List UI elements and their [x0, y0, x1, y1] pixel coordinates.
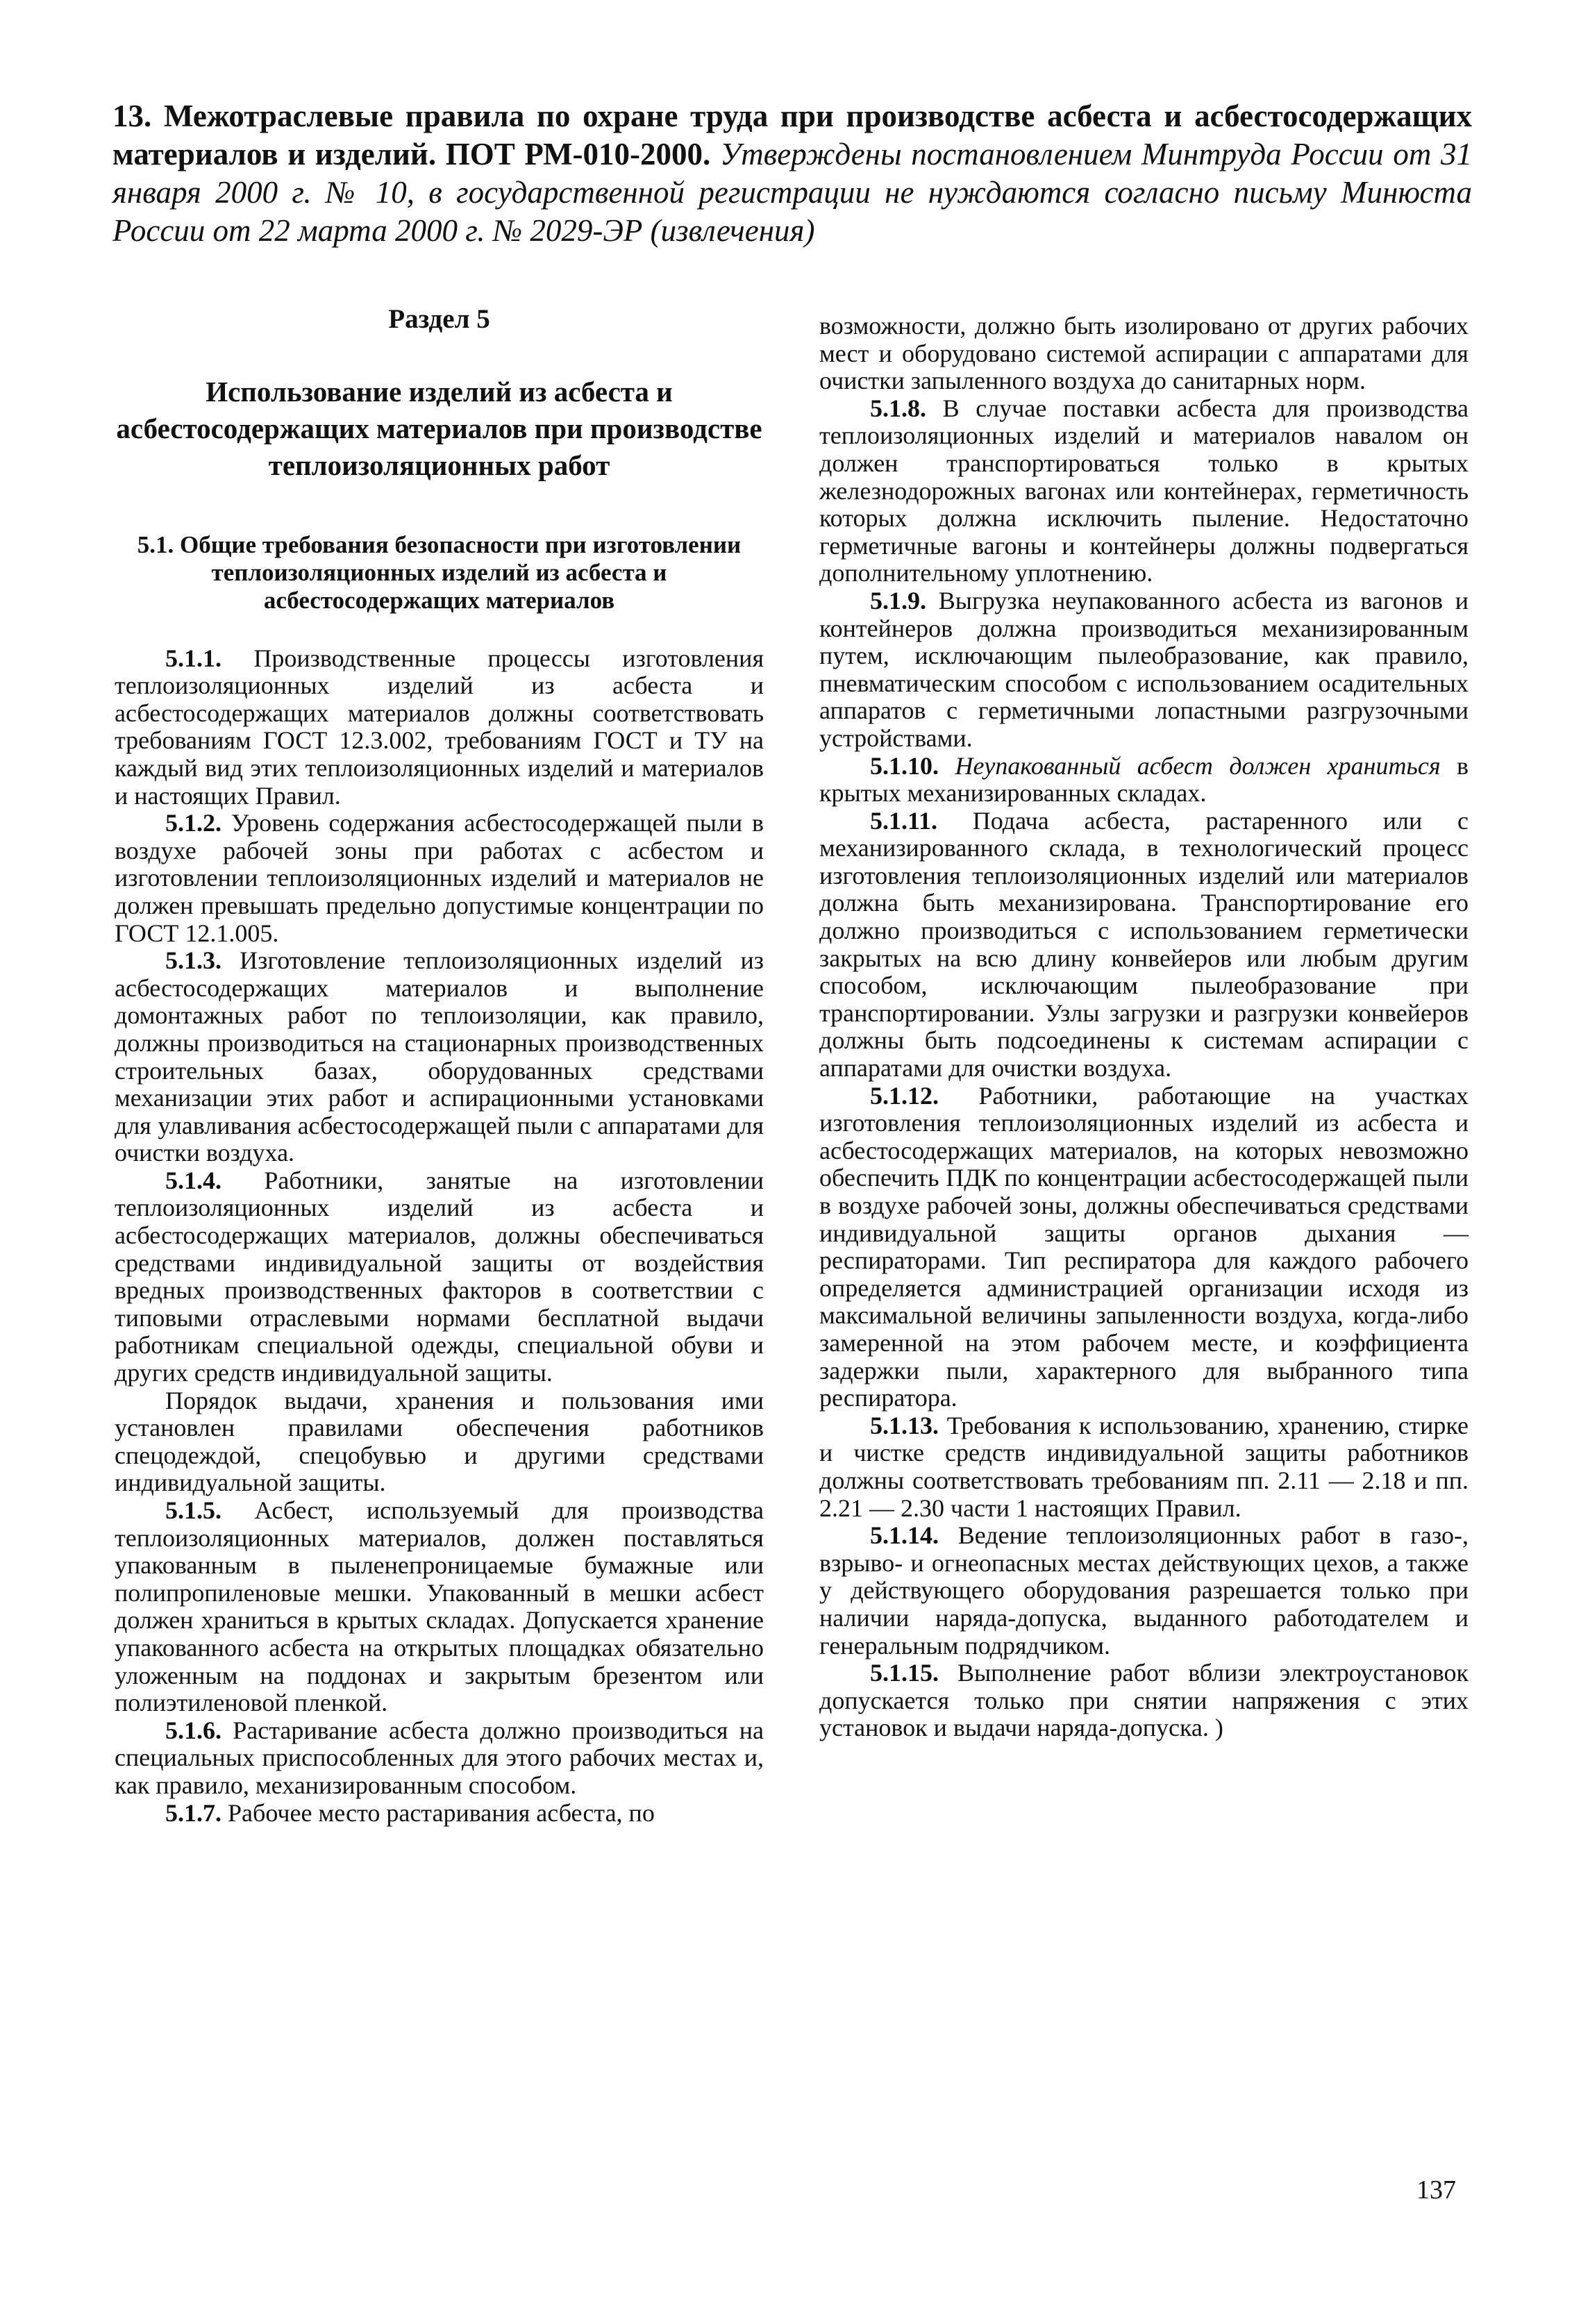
paragraph-5-1-6 — [115, 1717, 764, 1800]
paragraph-number: 5.1.15. — [870, 1659, 939, 1687]
paragraph-5-1-7 — [115, 1800, 764, 1828]
paragraph-number: 5.1.13. — [870, 1411, 939, 1439]
left-column — [115, 306, 764, 1827]
paragraph-text: Растаривание асбеста должно производиться на специальных приспособленных для этого рабочих местах и, как правило, механизированным способом. — [115, 1716, 764, 1799]
paragraph-5-1-4-note: Порядок выдачи, хранения и пользования ими установлен правилами обеспечения работников спецодеждой, спецобувью и другими средствами индивидуальной защиты. — [115, 1386, 764, 1497]
paragraph-5-1-1 — [115, 645, 764, 810]
paragraph-number: 5.1.1. — [165, 644, 221, 672]
paragraph-text-italic: Неупакованный асбест должен храниться — [939, 751, 1441, 780]
paragraph-text: Выгрузка неупакованного асбеста из вагонов и контейнеров должна производиться механизированным путем, исключающим пылеобразование, как правило, пневматическим способом с использованием осадительных аппаратов с герметичными лопастными разгрузочными устройствами. — [819, 586, 1469, 752]
paragraph-number: 5.1.12. — [870, 1081, 939, 1110]
paragraph-number: 5.1.14. — [870, 1521, 939, 1550]
paragraph-5-1-5 — [115, 1497, 764, 1717]
paragraph-5-1-12 — [819, 1082, 1469, 1412]
right-column — [819, 312, 1469, 1742]
paragraph-5-1-3 — [115, 947, 764, 1167]
paragraph-text: Подача асбеста, растаренного или с механизированного склада, в технологический процесс изготовления теплоизоляционных изделий или материалов должна быть механизирована. Транспортирование его должно производиться с использованием герметически закрытых на всю длину конвейеров или любым другим способом, исключающим пылеобразование при транспортировании. Узлы загрузки и разгрузки конвейеров должны быть подсоединены к системам аспирации с аппаратами для очистки воздуха. — [819, 806, 1469, 1082]
paragraph-text: Уровень содержания асбестосодержащей пыли в воздухе рабочей зоны при работах с асбестом и изготовлении теплоизоляционных изделий и материалов не должен превышать предельно допустимые концентрации по ГОСТ 12.1.005. — [115, 809, 764, 947]
paragraph-text: Требования к использованию, хранению, стирке и чистке средств индивидуальной защиты работников должны соответствовать требованиям пп. 2.11 — 2.18 и пп. 2.21 — 2.30 части 1 настоящих Правил. — [819, 1411, 1469, 1522]
heading-approval-note: Утверждены постановлением Минтруда России от 31 января 2000 г. № 10, в государственной регистрации не нуждаются согласно письму Минюста России от 22 марта 2000 г. № 2029-ЭР (извлечения) — [112, 137, 1472, 248]
paragraph-number: 5.1.6. — [165, 1716, 221, 1744]
paragraph-5-1-2 — [115, 810, 764, 947]
heading-title: 13. Межотраслевые правила по охране труда при производстве асбеста и асбестосодержащих материалов и изделий. ПОТ РМ-010-2000. — [112, 99, 1472, 172]
paragraph-number: 5.1.8. — [870, 394, 926, 422]
paragraph-number: 5.1.5. — [165, 1496, 221, 1524]
section-label: Раздел 5 — [388, 304, 490, 334]
paragraph-text: в крытых механизированных складах. — [819, 751, 1469, 808]
paragraph-5-1-10 — [819, 753, 1469, 808]
paragraph-text: Производственные процессы изготовления теплоизоляционных изделий из асбеста и асбестосодержащих материалов должны соответствовать требованиям ГОСТ 12.3.002, требованиям ГОСТ и ТУ на каждый вид этих теплоизоляционных изделий и материалов и настоящих Правил. — [115, 644, 764, 810]
paragraph-5-1-9 — [819, 587, 1469, 753]
paragraph-text: В случае поставки асбеста для производства теплоизоляционных изделий и материалов навалом он должен транспортироваться только в крытых железнодорожных вагонах или контейнерах, герметичность которых должна исключить пыление. Недостаточно герметичные вагоны и контейнеры должны подвергаться дополнительному уплотнению. — [819, 394, 1469, 587]
paragraph-text: Асбест, используемый для производства теплоизоляционных материалов, должен поставляться упакованным в пыленепроницаемые бумажные или полипропиленовые мешки. Упакованный в мешки асбест должен храниться в крытых складах. Допускается хранение упакованного асбеста на открытых площадках обязательно уложенным на поддонах и закрытым брезентом или полиэтиленовой пленкой. — [115, 1496, 764, 1717]
paragraph-5-1-13 — [819, 1412, 1469, 1522]
paragraph-number: 5.1.9. — [870, 586, 926, 615]
paragraph-number: 5.1.3. — [165, 946, 221, 975]
page-number: 137 — [1416, 2175, 1456, 2205]
paragraph-5-1-14 — [819, 1522, 1469, 1660]
paragraph-text: Рабочее место растаривания асбеста, по — [221, 1798, 655, 1827]
paragraph-number: 5.1.4. — [165, 1166, 221, 1194]
paragraph-5-1-4 — [115, 1167, 764, 1387]
paragraph-5-1-8 — [819, 395, 1469, 587]
paragraph-5-1-15 — [819, 1660, 1469, 1742]
section-title: Использование изделий из асбеста и асбестосодержащих материалов при производстве теплоизоляционных работ — [116, 375, 762, 481]
paragraph-text: Выполнение работ вблизи электроустановок допускается только при снятии напряжения с этих установок и выдачи наряда-допуска. ) — [819, 1659, 1469, 1742]
paragraph-text: Работники, работающие на участках изготовления теплоизоляционных изделий из асбеста и асбестосодержащих материалов, на которых невозможно обеспечить ПДК по концентрации асбестосодержащей пыли в воздухе рабочей зоны, должны обеспечиваться средствами индивидуальной защиты органов дыхания — респираторами. Тип респиратора для каждого рабочего определяется администрацией организации исходя из максимальной величины запыленности воздуха, когда-либо замеренной на этом рабочем месте, и коэффициента задержки пыли, характерного для выбранного типа респиратора. — [819, 1081, 1469, 1412]
paragraph-number: 5.1.11. — [870, 806, 938, 835]
paragraph-text: Ведение теплоизоляционных работ в газо-, взрыво- и огнеопасных местах действующих цехов, а также у действующего оборудования разрешается только при наличии наряда-допуска, выданного работодателем и генеральным подрядчиком. — [819, 1521, 1469, 1660]
paragraph-text: Изготовление теплоизоляционных изделий из асбестосодержащих материалов и выполнение домонтажных работ по теплоизоляции, как правило, должны производиться на стационарных производственных строительных базах, оборудованных средствами механизации этих работ и аспирационными установками для улавливания асбестосодержащей пыли с аппаратами для очистки воздуха. — [115, 946, 764, 1167]
paragraph-number: 5.1.10. — [870, 751, 939, 780]
paragraph-5-1-7-continued: возможности, должно быть изолировано от других рабочих мест и оборудовано системой аспирации с аппаратами для очистки запыленного воздуха до санитарных норм. — [819, 312, 1469, 395]
paragraph-number: 5.1.2. — [165, 809, 221, 837]
paragraph-number: 5.1.7. — [165, 1798, 221, 1827]
paragraph-text: Работники, занятые на изготовлении теплоизоляционных изделий из асбеста и асбестосодержащих материалов, должны обеспечиваться средствами индивидуальной защиты от воздействия вредных производственных факторов в соответствии с типовыми отраслевыми нормами бесплатной выдачи работникам специальной одежды, специальной обуви и других средств индивидуальной защиты. — [115, 1166, 764, 1387]
paragraph-5-1-11 — [819, 808, 1469, 1082]
document-heading — [112, 97, 1472, 250]
subsection-title: 5.1. Общие требования безопасности при изготовлении теплоизоляционных изделий из асбеста и асбестосодержащих материалов — [137, 530, 742, 614]
